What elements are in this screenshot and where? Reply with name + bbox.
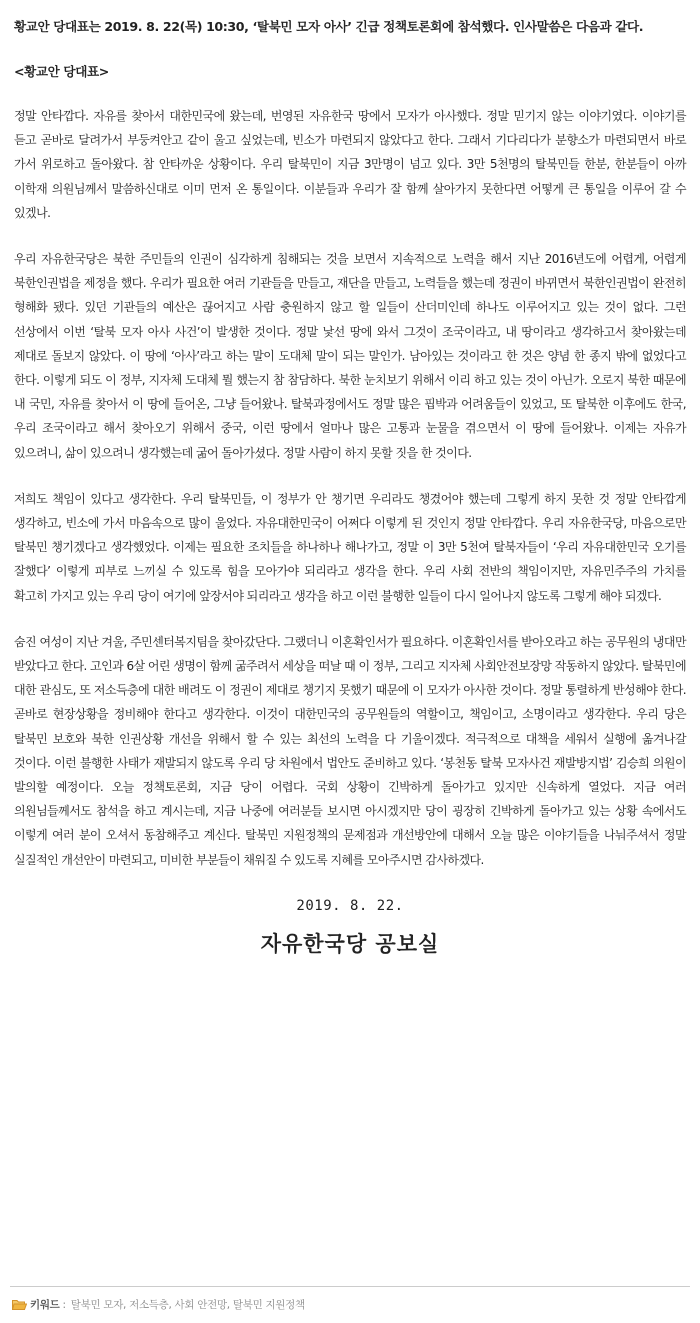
keyword-separator: : [62,1298,66,1311]
issuer-signature: 자유한국당 공보실 [260,931,440,956]
keyword-list[interactable]: 탈북민 모자, 저소득층, 사회 안전망, 탈북민 지원정책 [70,1299,305,1311]
speaker-heading: <황교안 당대표> [14,64,109,79]
keyword-label: 키워드 [30,1299,60,1311]
folder-icon [12,1299,27,1310]
body-paragraph: 우리 자유한국당은 북한 주민들의 인권이 심각하게 침해되는 것을 보면서 지속적으로 노력을 해서 지난 2016년도에 어렵게, 어렵게 북한인권법을 제정을 했다. 우리가 필요한 여러 기관들을 만들고, 재단을 만들고, 노력들을 했는데 정권이 바뀌면서 북한인권법이 완전히 형해화 됐다. 있던 기관들의 예산은 끊어지고 사람 충원하지 않고 할 일들이 산더미인데 하나도 이루어지고 있는 것이 없다. 그런 선상에서 이번 ‘탈북 모자 아사 사건’이 발생한 것이다. 정말 낯선 땅에 와서 그것이 조국이라고, 내 땅이라고 생각하고서 찾아왔는데 제대로 돌보지 않았다. 이 땅에 ‘아사’라고 하는 말이 도대체 말이 되는 말인가. 남아있는 것이라고 한 것은 양념 한 종지 밖에 없었다고 한다. 이렇게 되도 이 정부, 지자체 도대체 뭘 했는지 참 참담하다. 북한 눈치보기 위해서 이리 하고 있는 것이 아닌가. 오로지 북한 때문에 내 국민, 자유를 찾아서 이 땅에 들어온, 그냥 들어왔나. 탈북과정에서도 정말 많은 핍박과 어려움들이 있었고, 또 탈북한 이후에도 한국, 우리 조국이라고 해서 찾아오기 위해서 중국, 이런 땅에서 얼마나 많은 고통과 눈물을 겪으면서 이 땅에 들어왔나. 이제는 자유가 있으려니, 삶이 있으려니 생각했는데 굶어 돌아가셨다. 정말 사람이 하지 못할 짓을 한 것이다. [14,252,686,460]
keyword-bar [12,1297,305,1312]
intro-text: 황교안 당대표는 2019. 8. 22(목) 10:30, ‘탈북민 모자 아사’ 긴급 정책토론회에 참석했다. 인사말씀은 다음과 같다. [14,19,644,34]
body-paragraph: 정말 안타깝다. 자유를 찾아서 대한민국에 왔는데, 번영된 자유한국 땅에서 모자가 아사했다. 정말 믿기지 않는 이야기였다. 이야기를 듣고 곧바로 달려가서 부둥켜안고 같이 울고 싶었는데, 빈소가 마련되지 않았다고 한다. 그래서 기다리다가 분향소가 마련되면서 바로 가서 위로하고 돌아왔다. 참 안타까운 상황이다. 우리 탈북민이 지금 3만명이 넘고 있다. 3만 5천명의 탈북민들 한분, 한분들이 아까 이학재 의원님께서 말씀하신대로 이미 먼저 온 통일이다. 이분들과 우리가 잘 함께 살아가지 못한다면 어떻게 큰 통일을 이루어 갈 수 있겠나. [14,109,686,220]
body-paragraph: 숨진 여성이 지난 겨울, 주민센터복지팀을 찾아갔단다. 그랬더니 이혼확인서가 필요하다. 이혼확인서를 받아오라고 하는 공무원의 냉대만 받았다고 한다. 고인과 6살 어린 생명이 함께 굶주려서 세상을 떠날 때 이 정부, 그리고 지자체 사회안전보장망 작동하지 않았다. 탈북민에 대한 관심도, 또 저소득층에 대한 배려도 이 정권이 제대로 챙기지 못했기 때문에 이 모자가 아사한 것이다. 정말 통렬하게 반성해야 한다. 곧바로 현장상황을 정비해야 한다고 생각한다. 이것이 대한민국의 공무원들의 역할이고, 책임이고, 소명이라고 생각한다. 우리 당은 탈북민 보호와 북한 인권상황 개선을 위해서 할 수 있는 최선의 노력을 다 기울이겠다. 적극적으로 대책을 세워서 실행에 옮겨나갈 것이다. 이런 불행한 사태가 재발되지 않도록 우리 당 차원에서 법안도 준비하고 있다. ‘봉천동 탈북 모자사건 재발방지법’ 김승희 의원이 발의할 예정이다. 오늘 정책토론회, 지금 당이 어렵다. 국회 상황이 긴박하게 돌아가고 있지만 신속하게 열었다. 지금 여러 의원님들께서도 참석을 하고 계시는데, 지금 나중에 여러분들 보시면 아시겠지만 당이 굉장히 긴박하게 돌아가고 있는 상황 속에서도 이렇게 여러 분이 오셔서 동참해주고 계신다. 탈북민 지원정책의 문제점과 개선방안에 대해서 오늘 많은 이야기들을 나눠주셔서 정말 실질적인 개선안이 마련되고, 미비한 부분들이 채워질 수 있도록 지혜를 모아주시면 감사하겠다. [14,634,686,867]
body-paragraph: 저희도 책임이 있다고 생각한다. 우리 탈북민들, 이 정부가 안 챙기면 우리라도 챙겼어야 했는데 그렇게 하지 못한 것 정말 안타깝게 생각하고, 빈소에 가서 마음속으로 많이 울었다. 자유대한민국이 어쩌다 이렇게 된 것인지 정말 안타깝다. 우리 자유한국당, 마음으로만 탈북민 챙기겠다고 생각했었다. 이제는 필요한 조치들을 하나하나 해나가고, 정말 이 3만 5천여 탈북자들이 ‘우리 자유대한민국 오기를 잘했다’ 이렇게 피부로 느끼실 수 있도록 힘을 모아가야 되리라고 생각을 한다. 우리 사회 전반의 책임이지만, 자유민주주의 가치를 확고히 가지고 있는 우리 당이 여기에 앞장서야 되리라고 생각을 하고 이런 불행한 일들이 다시 일어나지 않도록 그렇게 해야 되겠다. [14,491,686,603]
release-date: 2019. 8. 22. [296,897,404,914]
keyword-divider [10,1286,690,1287]
